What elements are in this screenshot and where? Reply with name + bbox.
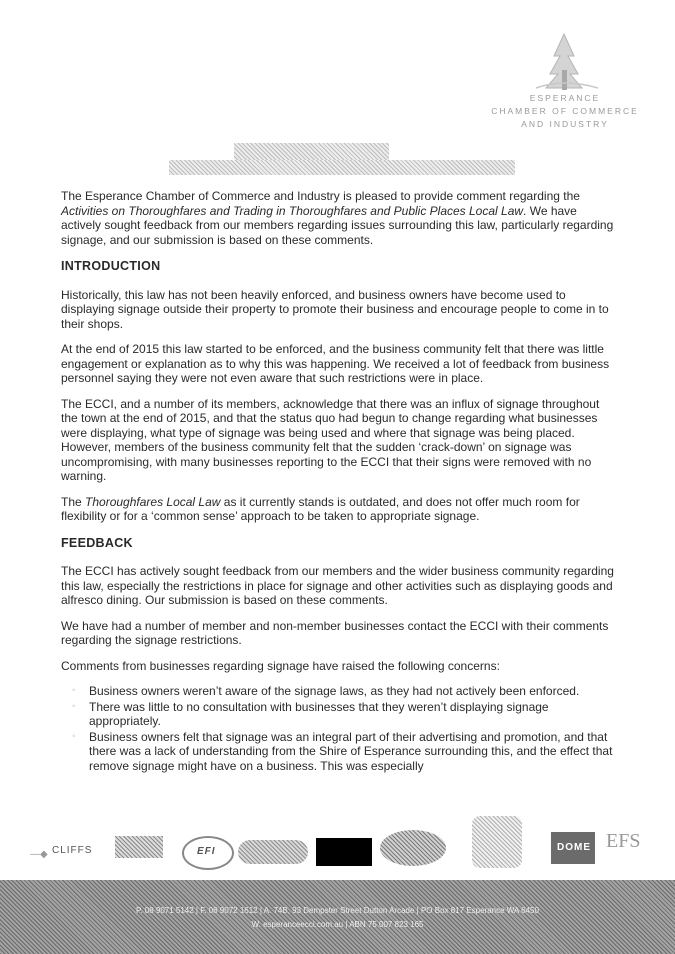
cliffs-swoosh-icon: —◆	[30, 849, 48, 860]
redacted-title-line-2	[169, 160, 515, 175]
chamber-logo	[470, 30, 660, 140]
sponsor-logo-2	[115, 836, 163, 858]
law-title: Activities on Thoroughfares and Trading in Thoroughfares and Public Places Local Law	[61, 203, 524, 218]
sponsor-logos: —◆ CLIFFS EFI DOME EFS	[0, 808, 675, 878]
tree-logo-icon	[506, 30, 626, 92]
feedback-paragraph-1: The ECCI has actively sought feedback from our members and the wider business community regarding this law, especially the restrictions in place for signage and other activities such as displaying goods and alfresco dining. Our submission is based on these comments.	[61, 564, 614, 607]
bullet-icon: ◦	[72, 700, 76, 712]
feedback-paragraph-3: Comments from businesses regarding signage have raised the following concerns:	[61, 658, 500, 673]
introduction-heading: INTRODUCTION	[61, 259, 161, 273]
introduction-paragraph-2: At the end of 2015 this law started to be enforced, and the business community felt that there was little engagement or explanation as to why this was happening. We received a lot of feedback from business personnel saying they were not even aware that such restrictions were in place.	[61, 342, 610, 385]
submission-body	[61, 189, 619, 774]
intro-paragraph: The Esperance Chamber of Commerce and Industry is pleased to provide comment regarding the Activities on Thoroughfares and Trading in Thoroughfares and Public Places Local Law. We have actively sought feedback from our members regarding issues surrounding this law, particularly regarding signage, and our submission is based on these comments.	[61, 189, 614, 247]
bullet-icon: ◦	[72, 730, 76, 742]
logo-line-3: AND INDUSTRY	[521, 119, 609, 129]
footer-contact-line: P. 08 9071 5142 | F. 08 9072 1612 | A. 74B, 93 Dempster Street Dutton Arcade | PO Box 817 Esperance WA 6450	[136, 906, 539, 915]
sponsor-logo-4	[238, 840, 308, 864]
footer-web-line: W. esperanceecci.com.au | ABN 75 007 823 165	[251, 920, 424, 929]
sponsor-logo-7	[472, 816, 522, 868]
efi-logo: EFI	[182, 836, 234, 870]
redacted-title-line-1	[234, 143, 389, 161]
sponsor-logo-6	[380, 830, 446, 866]
logo-line-2: CHAMBER OF COMMERCE	[491, 106, 639, 116]
list-item: ◦ Business owners felt that signage was an integral part of their advertising and promotion, and that there was a lack of understanding from the Shire of Esperance surrounding this, and the effect that remove signage might have on a business. This was especially	[72, 729, 613, 773]
introduction-paragraph-3: The ECCI, and a number of its members, acknowledge that there was an influx of signage throughout the town at the end of 2015, and that the status quo had begun to change regarding what businesses were displaying, what type of signage was being used and where that signage was being placed. However, members of the business community felt that the sudden ‘crack-down’ on signage was uncompromising, with many businesses reporting to the ECCI that their signs were removed with no warning.	[61, 396, 600, 483]
cliffs-logo: —◆ CLIFFS	[30, 845, 93, 860]
concerns-list	[61, 684, 619, 773]
feedback-paragraph-2: We have had a number of member and non-member businesses contact the ECCI with their comments regarding the signage restrictions.	[61, 618, 609, 647]
bullet-icon: ◦	[72, 685, 76, 696]
feedback-heading: FEEDBACK	[61, 535, 133, 550]
dome-logo: DOME	[551, 832, 595, 864]
logo-line-1: ESPERANCE	[529, 93, 601, 103]
list-item: ◦ There was little to no consultation with businesses that they weren’t displaying signage appropriately.	[72, 699, 549, 728]
introduction-paragraph-4: The Thoroughfares Local Law as it currently stands is outdated, and does not offer much room for flexibility or for a ‘common sense’ approach to be taken to appropriate signage.	[61, 494, 580, 523]
redacted-logo	[316, 838, 372, 866]
introduction-paragraph-1: Historically, this law has not been heavily enforced, and business owners have become used to displaying signage outside their property to promote their business and encourage people to come in to their shops.	[61, 287, 609, 331]
list-item: ◦ Business owners weren’t aware of the signage laws, as they had not actively been enforced.	[72, 684, 580, 698]
footer-band	[0, 880, 675, 954]
